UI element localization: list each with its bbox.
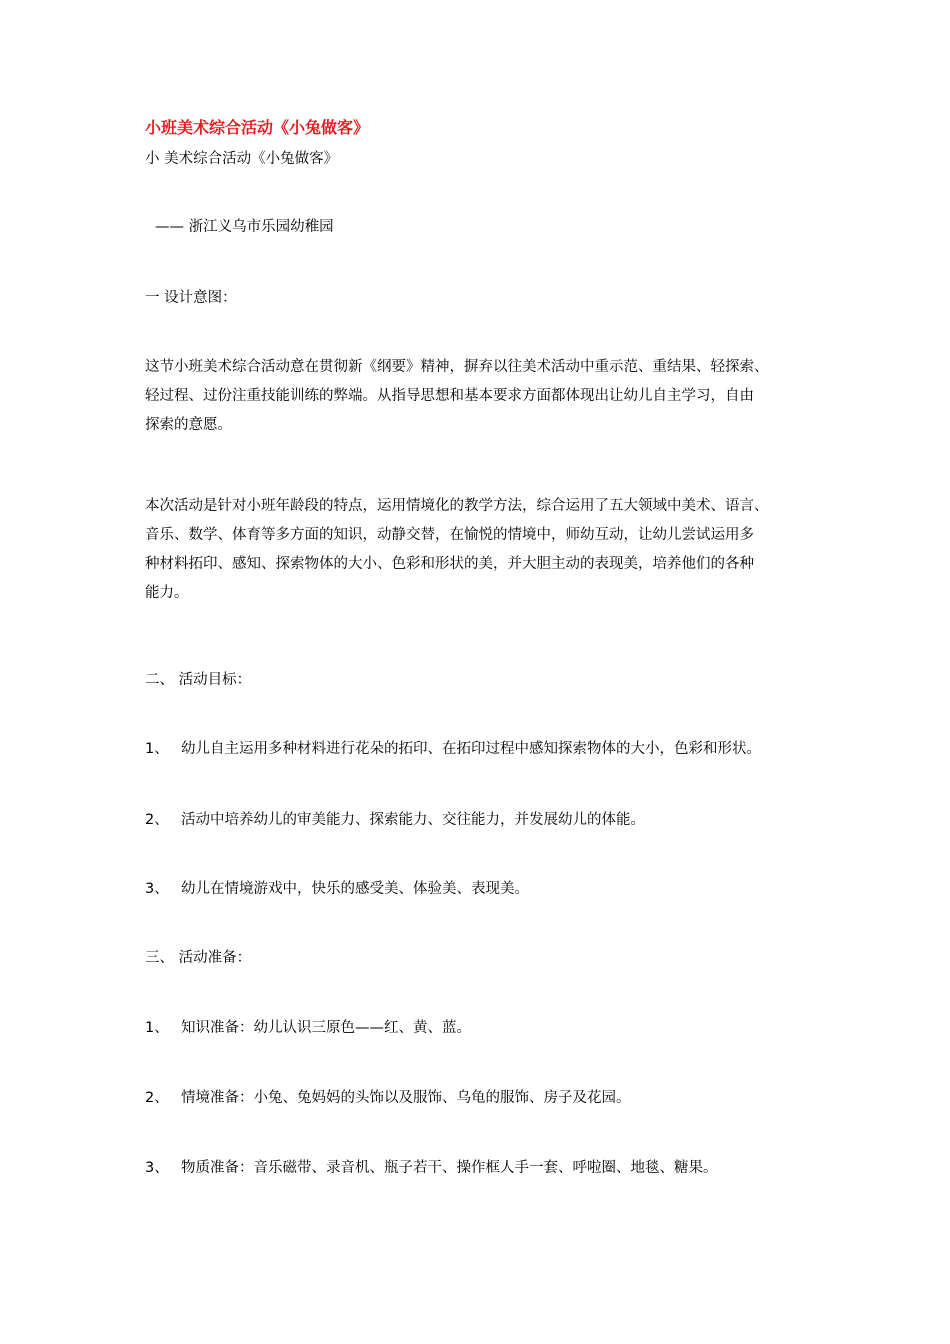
preparation-item	[145, 1084, 631, 1113]
paragraph-line: 能力。	[145, 585, 189, 601]
goal-item-text: 幼儿在情境游戏中，快乐的感受美、体验美、表现美。	[181, 881, 529, 897]
goal-item-number: 2、	[145, 812, 169, 828]
preparation-item	[145, 1014, 471, 1043]
goal-item	[145, 806, 645, 835]
goal-item-number: 3、	[145, 881, 169, 897]
goal-item	[145, 735, 761, 764]
paragraph-line: 种材料拓印、感知、探索物体的大小、色彩和形状的美，并大胆主动的表现美，培养他们的各种	[145, 556, 754, 572]
document-subtitle: 小 美术综合活动《小兔做客》	[145, 151, 339, 167]
preparation-item-number: 3、	[145, 1160, 169, 1176]
goal-item-text: 活动中培养幼儿的审美能力、探索能力、交往能力，并发展幼儿的体能。	[181, 812, 645, 828]
preparation-item-text: 物质准备：音乐磁带、录音机、瓶子若干、操作框人手一套、呼啦圈、地毯、糖果。	[181, 1160, 718, 1176]
document-title: 小班美术综合活动《小兔做客》	[145, 118, 370, 137]
preparation-item-text: 知识准备：幼儿认识三原色——红、黄、蓝。	[181, 1020, 471, 1036]
goal-item-text: 幼儿自主运用多种材料进行花朵的拓印、在拓印过程中感知探索物体的大小，色彩和形状。	[181, 741, 761, 757]
paragraph-line: 音乐、数学、体育等多方面的知识，动静交替，在愉悦的情境中，师幼互动，让幼儿尝试运用多	[145, 527, 754, 543]
goal-item-number: 1、	[145, 741, 169, 757]
paragraph-line: 这节小班美术综合活动意在贯彻新《纲要》精神，摒弃以往美术活动中重示范、重结果、轻探索、	[145, 359, 769, 375]
section-heading-design-intent: 一 设计意图：	[145, 290, 237, 306]
preparation-item-number: 1、	[145, 1020, 169, 1036]
design-intent-paragraph-1	[145, 353, 815, 440]
preparation-item-number: 2、	[145, 1090, 169, 1106]
paragraph-line: 轻过程、过份注重技能训练的弊端。从指导思想和基本要求方面都体现出让幼儿自主学习，自由	[145, 388, 754, 404]
document-author: —— 浙江义乌市乐园幼稚园	[155, 219, 334, 235]
section-heading-preparation: 三、 活动准备：	[145, 950, 252, 966]
section-heading-goals: 二、 活动目标：	[145, 672, 252, 688]
design-intent-paragraph-2	[145, 492, 815, 608]
preparation-item-text: 情境准备：小兔、兔妈妈的头饰以及服饰、乌龟的服饰、房子及花园。	[181, 1090, 631, 1106]
goal-item	[145, 875, 529, 904]
paragraph-line: 探索的意愿。	[145, 417, 232, 433]
paragraph-line: 本次活动是针对小班年龄段的特点，运用情境化的教学方法，综合运用了五大领域中美术、语言、	[145, 498, 769, 514]
preparation-item	[145, 1154, 718, 1183]
